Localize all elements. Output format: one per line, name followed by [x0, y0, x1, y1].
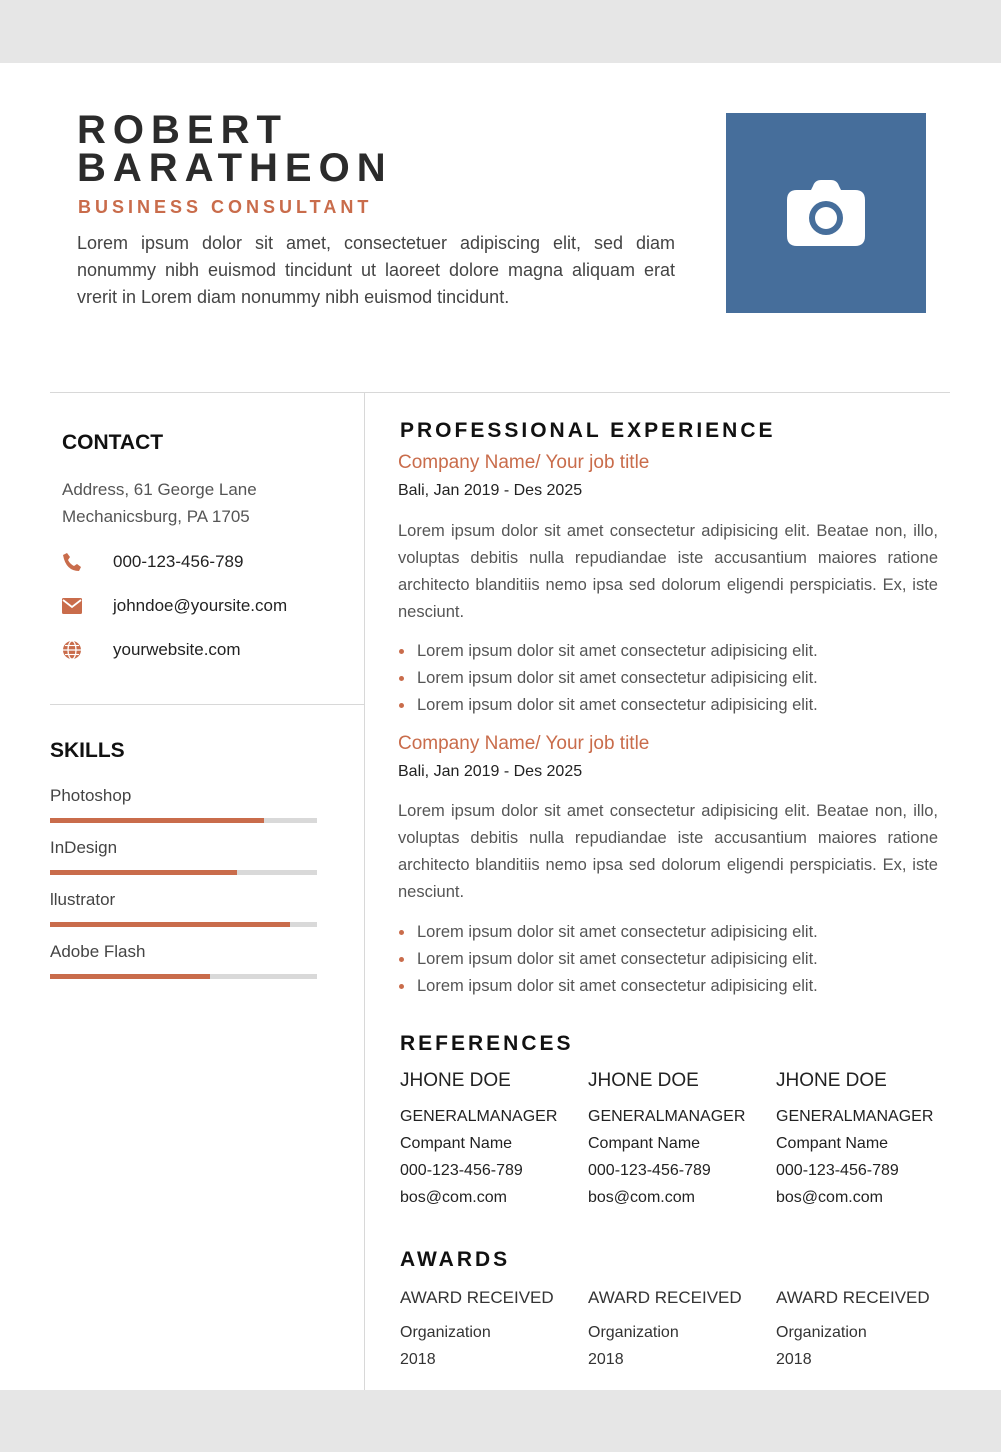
bullet-dot — [399, 930, 404, 935]
list-item — [398, 692, 818, 719]
reference-company: Compant Name — [400, 1135, 513, 1152]
phone-icon — [62, 552, 82, 572]
job-title-entry: Company Name/ Your job title — [398, 452, 650, 473]
job-description: Lorem ipsum dolor sit amet consectetur adipisicing elit. Beatae non, illo, voluptas debitis nulla repudiandae iste accusantium maiores ratione architecto blanditiis nemo ipsa sed dolorum eligendi perspiciatis. Ex, iste nesciunt. — [398, 522, 938, 621]
header-divider — [50, 392, 950, 393]
reference-phone: 000-123-456-789 — [588, 1162, 711, 1179]
globe-icon — [62, 640, 82, 660]
reference-phone: 000-123-456-789 — [776, 1162, 899, 1179]
reference-role: GENERALMANAGER — [400, 1108, 558, 1125]
job-title-entry: Company Name/ Your job title — [398, 733, 650, 754]
profile-summary: Lorem ipsum dolor sit amet, consectetuer adipiscing elit, sed diam nonummy nibh euismod tincidunt ut laoreet dolore magna aliquam erat vrerit in Lorem diam nonummy nibh euismod tincidunt. — [77, 233, 675, 307]
list-item — [398, 665, 818, 692]
reference-email: bos@com.com — [776, 1189, 883, 1206]
skills-heading: SKILLS — [50, 739, 125, 762]
reference-name: JHONE DOE — [776, 1070, 887, 1091]
list-item — [398, 638, 818, 665]
skill-label: llustrator — [50, 890, 116, 909]
bullet-dot — [399, 676, 404, 681]
award-year: 2018 — [400, 1351, 436, 1368]
address-line: Mechanicsburg, PA 1705 — [62, 507, 250, 526]
bullet-dot — [399, 957, 404, 962]
bullet-text: Lorem ipsum dolor sit amet consectetur adipisicing elit. — [417, 642, 818, 660]
contact-email-row — [62, 596, 287, 616]
award-card — [400, 1288, 580, 1373]
full-name — [77, 108, 393, 190]
contact-website-row — [62, 640, 241, 660]
bullet-dot — [399, 703, 404, 708]
skill-level-bar — [50, 974, 317, 979]
award-title: AWARD RECEIVED — [588, 1288, 742, 1307]
reference-card — [400, 1070, 580, 1211]
bullet-text: Lorem ipsum dolor sit amet consectetur adipisicing elit. — [417, 977, 818, 995]
award-title: AWARD RECEIVED — [400, 1288, 554, 1307]
envelope-icon — [62, 596, 82, 616]
contact-phone[interactable]: 000-123-456-789 — [113, 552, 244, 571]
awards-heading: AWARDS — [400, 1248, 511, 1271]
award-card — [776, 1288, 956, 1373]
skill-level-fill — [50, 922, 290, 927]
reference-role: GENERALMANAGER — [776, 1108, 934, 1125]
reference-email: bos@com.com — [400, 1189, 507, 1206]
reference-name: JHONE DOE — [588, 1070, 699, 1091]
job-dates: Bali, Jan 2019 - Des 2025 — [398, 482, 583, 499]
skill-label: Adobe Flash — [50, 942, 146, 961]
references-heading: REFERENCES — [400, 1032, 574, 1055]
address-line: Address, 61 George Lane — [62, 480, 257, 499]
award-organization: Organization — [776, 1324, 867, 1341]
bullet-dot — [399, 649, 404, 654]
column-divider — [364, 392, 365, 1390]
award-title: AWARD RECEIVED — [776, 1288, 930, 1307]
contact-address — [62, 476, 257, 530]
award-organization: Organization — [400, 1324, 491, 1341]
award-card — [588, 1288, 768, 1373]
award-organization: Organization — [588, 1324, 679, 1341]
resume-page — [0, 63, 1001, 1390]
bullet-text: Lorem ipsum dolor sit amet consectetur adipisicing elit. — [417, 950, 818, 968]
list-item — [398, 919, 818, 946]
camera-icon — [787, 180, 865, 246]
reference-role: GENERALMANAGER — [588, 1108, 746, 1125]
skill-level-bar — [50, 870, 317, 875]
reference-name: JHONE DOE — [400, 1070, 511, 1091]
skill-label: InDesign — [50, 838, 118, 857]
list-item — [398, 946, 818, 973]
bullet-text: Lorem ipsum dolor sit amet consectetur adipisicing elit. — [417, 923, 818, 941]
job-bullet-list — [398, 919, 818, 1000]
skill-level-fill — [50, 974, 210, 979]
skill-level-fill — [50, 818, 264, 823]
reference-phone: 000-123-456-789 — [400, 1162, 523, 1179]
award-year: 2018 — [588, 1351, 624, 1368]
bullet-dot — [399, 984, 404, 989]
experience-heading: PROFESSIONAL EXPERIENCE — [400, 419, 776, 442]
contact-website[interactable]: yourwebsite.com — [113, 640, 241, 659]
reference-company: Compant Name — [776, 1135, 889, 1152]
reference-company: Compant Name — [588, 1135, 701, 1152]
bullet-text: Lorem ipsum dolor sit amet consectetur adipisicing elit. — [417, 669, 818, 687]
job-description: Lorem ipsum dolor sit amet consectetur adipisicing elit. Beatae non, illo, voluptas debitis nulla repudiandae iste accusantium maiores ratione architecto blanditiis nemo ipsa sed dolorum eligendi perspiciatis. Ex, iste nesciunt. — [398, 802, 938, 901]
job-title: BUSINESS CONSULTANT — [78, 197, 373, 217]
profile-photo-placeholder[interactable] — [726, 113, 926, 313]
reference-card — [776, 1070, 956, 1211]
skill-label: Photoshop — [50, 786, 132, 805]
skill-level-bar — [50, 922, 317, 927]
bullet-text: Lorem ipsum dolor sit amet consectetur adipisicing elit. — [417, 696, 818, 714]
job-bullet-list — [398, 638, 818, 719]
contact-divider — [50, 704, 364, 705]
contact-phone-row — [62, 552, 243, 572]
name-line-first: ROBERT — [77, 108, 288, 152]
reference-email: bos@com.com — [588, 1189, 695, 1206]
list-item — [398, 973, 818, 1000]
skill-level-fill — [50, 870, 237, 875]
contact-email[interactable]: johndoe@yoursite.com — [113, 596, 288, 615]
name-line-last: BARATHEON — [77, 146, 393, 190]
job-dates: Bali, Jan 2019 - Des 2025 — [398, 763, 583, 780]
award-year: 2018 — [776, 1351, 812, 1368]
reference-card — [588, 1070, 768, 1211]
contact-heading: CONTACT — [62, 431, 164, 454]
skill-level-bar — [50, 818, 317, 823]
